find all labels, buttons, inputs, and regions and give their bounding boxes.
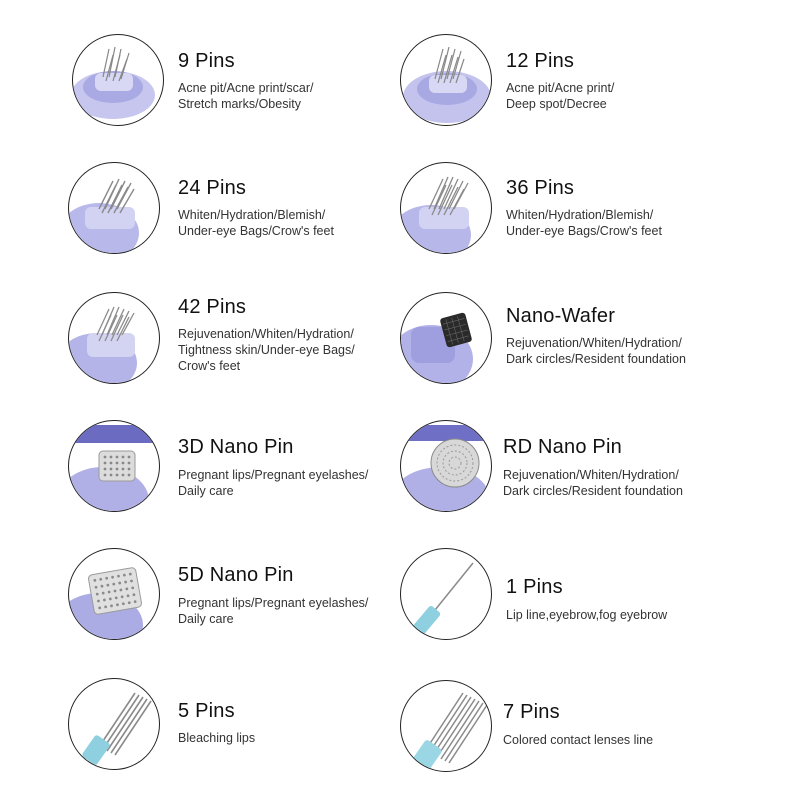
description-line: Crow's feet <box>178 359 241 373</box>
rd-nano-cartridge-image <box>400 420 492 512</box>
nano-wafer-cartridge-image <box>400 292 492 384</box>
needle-7-pins-image <box>400 680 492 772</box>
product-title: 36 Pins <box>506 177 575 199</box>
description-line: Tightness skin/Under-eye Bags/ <box>178 343 355 357</box>
description-line: Whiten/Hydration/Blemish/ <box>178 208 326 222</box>
needle-cartridge-12-pins-image <box>400 34 492 126</box>
product-description <box>503 732 653 748</box>
description-line: Daily care <box>178 484 234 498</box>
description-line: Lip line,eyebrow,fog eyebrow <box>506 608 668 622</box>
description-line: Dark circles/Resident foundation <box>506 352 686 366</box>
product-description <box>178 80 313 112</box>
description-line: Rejuvenation/Whiten/Hydration/ <box>503 468 679 482</box>
description-line: Dark circles/Resident foundation <box>503 484 683 498</box>
product-description <box>178 326 355 374</box>
description-line: Rejuvenation/Whiten/Hydration/ <box>506 336 682 350</box>
description-line: Bleaching lips <box>178 731 256 745</box>
product-description <box>506 607 667 623</box>
product-title: 7 Pins <box>503 701 560 723</box>
description-line: Rejuvenation/Whiten/Hydration/ <box>178 327 354 341</box>
description-line: Colored contact lenses line <box>503 733 654 747</box>
description-line: Under-eye Bags/Crow's feet <box>178 224 334 238</box>
description-line: Acne pit/Acne print/scar/ <box>178 81 314 95</box>
description-line: Pregnant lips/Pregnant eyelashes/ <box>178 468 369 482</box>
description-line: Whiten/Hydration/Blemish/ <box>506 208 654 222</box>
description-line: Under-eye Bags/Crow's feet <box>506 224 662 238</box>
product-title: 5D Nano Pin <box>178 564 294 586</box>
product-title: 24 Pins <box>178 177 247 199</box>
needle-cartridge-24-pins-image <box>68 162 160 254</box>
description-line: Pregnant lips/Pregnant eyelashes/ <box>178 596 369 610</box>
description-line: Stretch marks/Obesity <box>178 97 301 111</box>
product-title: 5 Pins <box>178 700 235 722</box>
product-title: RD Nano Pin <box>503 436 622 458</box>
product-title: Nano-Wafer <box>506 305 616 327</box>
needle-cartridge-9-pins-image <box>72 34 164 126</box>
description-line: Acne pit/Acne print/ <box>506 81 615 95</box>
needle-cartridge-3d-nano-image <box>68 420 160 512</box>
needle-cartridge-42-pins-image <box>68 292 160 384</box>
product-description <box>506 80 614 112</box>
product-title: 42 Pins <box>178 296 247 318</box>
product-title: 1 Pins <box>506 576 563 598</box>
product-description <box>503 467 683 499</box>
product-title: 9 Pins <box>178 50 235 72</box>
product-description <box>178 467 368 499</box>
product-title: 12 Pins <box>506 50 575 72</box>
needle-5-pins-image <box>68 678 160 770</box>
description-line: Daily care <box>178 612 234 626</box>
needle-cartridge-36-pins-image <box>400 162 492 254</box>
product-description <box>506 335 686 367</box>
product-title: 3D Nano Pin <box>178 436 294 458</box>
product-description <box>178 730 255 746</box>
needle-cartridge-5d-nano-image <box>68 548 160 640</box>
product-description <box>178 595 368 627</box>
needle-1-pin-image <box>400 548 492 640</box>
description-line: Deep spot/Decree <box>506 97 607 111</box>
product-description <box>178 207 334 239</box>
product-description <box>506 207 662 239</box>
